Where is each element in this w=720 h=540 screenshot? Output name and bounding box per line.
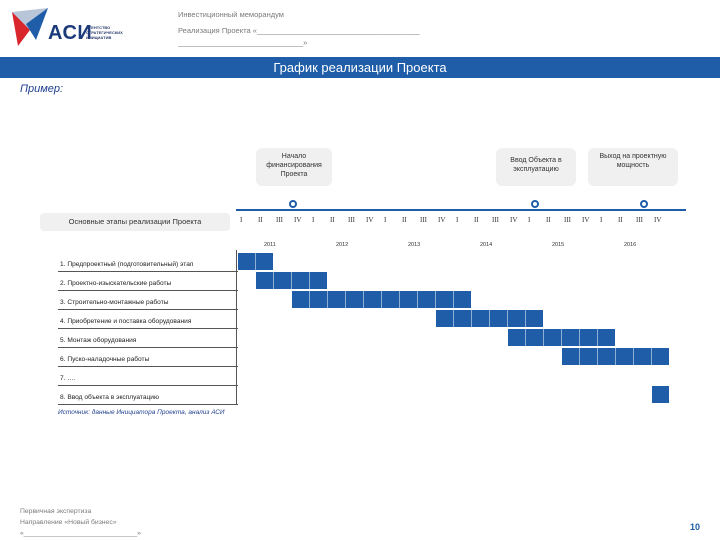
callout-commissioning: Ввод Объекта в эксплуатацию — [496, 148, 576, 186]
gantt-cell-divider — [579, 348, 580, 365]
gantt-cell-divider — [525, 310, 526, 327]
quarter-label: IV — [510, 216, 518, 224]
logo-mark-icon — [8, 6, 52, 50]
task-label: 4. Приобретение и поставка оборудования — [60, 318, 192, 325]
quarter-label: IV — [582, 216, 590, 224]
task-label: 3. Строительно-монтажные работы — [60, 299, 169, 306]
gantt-cell-divider — [417, 291, 418, 308]
logo-text: АСИ — [48, 22, 93, 44]
gantt-bar — [508, 329, 615, 346]
page-number: 10 — [690, 522, 701, 532]
quarter-label: III — [636, 216, 643, 224]
quarter-label: II — [474, 216, 479, 224]
header-line-2: Реализация Проекта «_______________________________________ — [178, 26, 420, 35]
quarter-label: II — [330, 216, 335, 224]
gantt-cell-divider — [597, 329, 598, 346]
commission-marker-icon — [531, 200, 539, 208]
quarter-label: IV — [366, 216, 374, 224]
task-divider — [236, 250, 237, 405]
gantt-cell-divider — [633, 348, 634, 365]
gantt-cell-divider — [579, 329, 580, 346]
task-label: 2. Проектно-изыскательские работы — [60, 280, 172, 287]
gantt-cell-divider — [507, 310, 508, 327]
page-title: График реализации Проекта — [273, 60, 447, 75]
gantt-cell-divider — [255, 253, 256, 270]
gantt-cell-divider — [309, 291, 310, 308]
quarter-label: I — [600, 216, 603, 224]
gantt-cell-divider — [615, 348, 616, 365]
gantt-cell-divider — [363, 291, 364, 308]
gantt-cell-divider — [453, 291, 454, 308]
gantt-bar — [562, 348, 669, 365]
gantt-cell-divider — [489, 310, 490, 327]
gantt-cell-divider — [561, 329, 562, 346]
quarter-label: III — [276, 216, 283, 224]
gantt-cell-divider — [435, 291, 436, 308]
task-label: 8. Ввод объекта в эксплуатацию — [60, 394, 159, 401]
timeline-line — [236, 209, 686, 211]
footer-line-3: «______________________________» — [20, 530, 141, 537]
example-label: Пример: — [20, 83, 64, 95]
gantt-cell-divider — [471, 310, 472, 327]
gantt-cell-divider — [543, 329, 544, 346]
year-label: 2011 — [264, 242, 276, 248]
quarter-label: II — [546, 216, 551, 224]
task-label: 5. Монтаж оборудования — [60, 337, 137, 344]
task-label: 6. Пуско-наладочные работы — [60, 356, 150, 363]
capacity-marker-icon — [640, 200, 648, 208]
quarter-label: II — [402, 216, 407, 224]
gantt-bar — [256, 272, 327, 289]
quarter-label: III — [564, 216, 571, 224]
year-label: 2012 — [336, 242, 349, 248]
gantt-cell-divider — [453, 310, 454, 327]
quarter-label: I — [456, 216, 459, 224]
footer-line-2: Направление «Новый бизнес» — [20, 519, 117, 526]
year-label: 2013 — [408, 242, 421, 248]
gantt-cell-divider — [273, 272, 274, 289]
gantt-cell-divider — [525, 329, 526, 346]
callout-design-capacity: Выход на проектную мощность — [588, 148, 678, 186]
start-marker-icon — [289, 200, 297, 208]
quarter-label: IV — [294, 216, 302, 224]
gantt-cell-divider — [327, 291, 328, 308]
gantt-bar — [292, 291, 471, 308]
task-row — [58, 366, 238, 386]
quarter-label: II — [258, 216, 263, 224]
gantt-cell-divider — [597, 348, 598, 365]
quarter-label: I — [312, 216, 315, 224]
year-label: 2016 — [624, 242, 637, 248]
quarter-label: I — [528, 216, 531, 224]
gantt-bar — [238, 253, 273, 270]
task-label: 1. Предпроектный (подготовительный) этап — [60, 261, 194, 268]
year-label: 2014 — [480, 242, 493, 248]
footer-line-1: Первичная экспертиза — [20, 508, 92, 515]
year-label: 2015 — [552, 242, 565, 248]
header-line-3: ______________________________» — [178, 38, 308, 47]
logo-subtext: АГЕНТСТВО СТРАТЕГИЧЕСКИХ ИНИЦИАТИВ — [86, 25, 123, 40]
quarter-label: III — [492, 216, 499, 224]
quarter-label: III — [420, 216, 427, 224]
gantt-cell-divider — [651, 348, 652, 365]
stages-label: Основные этапы реализации Проекта — [40, 213, 230, 231]
gantt-cell-divider — [309, 272, 310, 289]
quarter-label: I — [384, 216, 387, 224]
header-line-1: Инвестиционный меморандум — [178, 10, 284, 19]
gantt-bar — [652, 386, 669, 403]
gantt-cell-divider — [345, 291, 346, 308]
gantt-cell-divider — [381, 291, 382, 308]
quarter-label: III — [348, 216, 355, 224]
quarter-label: IV — [438, 216, 446, 224]
quarter-label: I — [240, 216, 243, 224]
task-label: 7. …. — [60, 375, 76, 382]
gantt-bar — [436, 310, 543, 327]
quarter-label: II — [618, 216, 623, 224]
callout-start-financing: Начало финансирования Проекта — [256, 148, 332, 186]
gantt-cell-divider — [291, 272, 292, 289]
source-note: Источник: данные Инициатора Проекта, анализ АСИ — [58, 409, 225, 416]
gantt-cell-divider — [399, 291, 400, 308]
quarter-label: IV — [654, 216, 662, 224]
